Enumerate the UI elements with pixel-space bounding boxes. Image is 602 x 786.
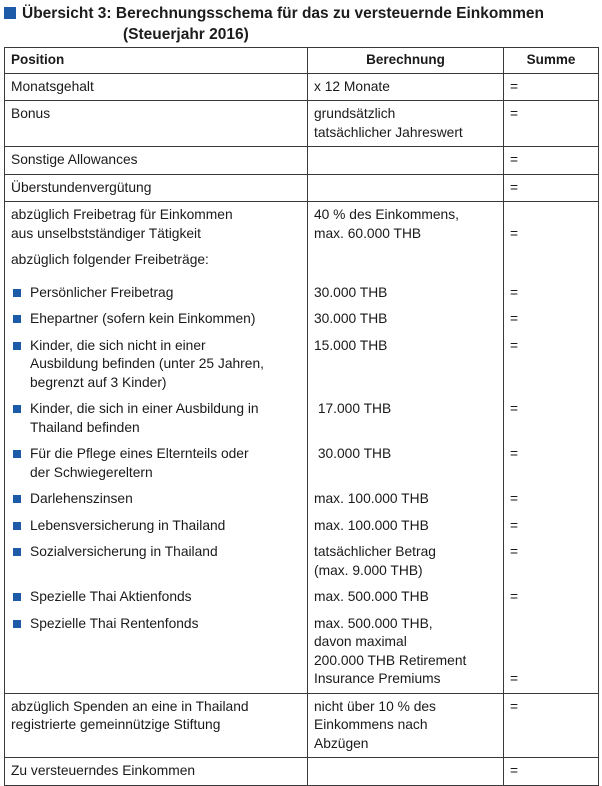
deduction-item [11, 310, 301, 329]
table-row [5, 174, 599, 202]
position-cell-deductions [5, 202, 308, 694]
deduction-item [11, 588, 301, 607]
bullet-icon [13, 548, 21, 556]
deduction-item-line [30, 652, 199, 671]
header-calc: Berechnung [308, 48, 504, 74]
deduction-sum-line: = [510, 544, 519, 559]
deduction-sum [510, 490, 592, 509]
deduction-item [11, 445, 301, 482]
sum-cell-deductions [504, 202, 599, 694]
position-cell [5, 693, 308, 758]
bullet-icon [13, 593, 21, 601]
bullet-icon [13, 289, 21, 297]
deduction-sum [510, 400, 592, 437]
header-position: Position [5, 48, 308, 74]
deduction-sum-line [510, 652, 592, 671]
deduction-calc-line: max. 100.000 THB [314, 517, 429, 533]
calc-line: tatsächlicher Jahreswert [314, 124, 463, 140]
table-row [5, 758, 599, 786]
table-row [5, 73, 599, 101]
deduction-calc-line [314, 464, 497, 483]
deduction-item-line: Kinder, die sich nicht in einer [30, 337, 206, 353]
deduction-calc [314, 310, 497, 329]
table-row [5, 147, 599, 175]
deduction-sum [510, 284, 592, 303]
sum-cell: = [504, 73, 599, 101]
deduction-item-line [30, 670, 199, 689]
deduction-calc [314, 588, 497, 607]
deduction-item-line: Spezielle Thai Aktienfonds [30, 589, 192, 604]
deduction-item-line: Darlehenszinsen [30, 491, 133, 506]
bullet-icon [13, 495, 21, 503]
title-line-2: (Steuerjahr 2016) [123, 26, 249, 43]
deduction-item-line: Ehepartner (sofern kein Einkommen) [30, 311, 256, 326]
deduction-calc-line [314, 355, 497, 374]
deduction-item-line: Ausbildung befinden (unter 25 Jahren, [30, 356, 264, 371]
calc-line: Abzügen [314, 735, 369, 751]
deduction-sum-line: = [510, 491, 519, 506]
deduction-item [11, 615, 301, 689]
position-cell: Überstundenvergütung [5, 174, 308, 202]
deduction-calc-line: tatsächlicher Betrag [314, 544, 436, 559]
deduction-calc [314, 543, 497, 580]
deduction-calc-line: 200.000 THB Retirement [314, 652, 467, 668]
deduction-item [11, 337, 301, 393]
deduction-item [11, 400, 301, 437]
deductions-subheading: abzüglich folgender Freibeträge: [11, 252, 209, 267]
deduction-calc [314, 284, 497, 303]
deduction-item [11, 490, 301, 509]
deduction-item-line: Sozialversicherung in Thailand [30, 544, 218, 559]
deduction-calc-line: max. 500.000 THB, [314, 615, 433, 631]
header-sum: Summe [504, 48, 599, 74]
bullet-icon [13, 342, 21, 350]
deduction-item [11, 543, 301, 580]
position-line: registrierte gemeinnützige Stiftung [11, 717, 221, 732]
deduction-item-line: Persönlicher Freibetrag [30, 284, 174, 300]
deduction-sum-line: = [510, 311, 519, 326]
deduction-calc-line [314, 419, 497, 438]
sum-cell: = [504, 147, 599, 175]
bullet-icon [13, 315, 21, 323]
deduction-sum-line: = [510, 337, 519, 353]
deduction-sum-line [510, 633, 592, 652]
deduction-sum-line: = [510, 284, 519, 300]
deduction-sum-line: = [510, 671, 519, 686]
deduction-calc-line [314, 374, 497, 393]
deduction-calc [314, 400, 497, 437]
deduction-calc [314, 445, 497, 482]
title-text-1: Übersicht 3: Berechnungsschema für das zu versteuernde Einkommen [22, 5, 544, 22]
deduction-calc [314, 615, 497, 689]
position-line: abzüglich Spenden an eine in Thailand [11, 698, 249, 714]
deduction-calc-line: davon maximal [314, 634, 407, 649]
title-line-1 [3, 3, 599, 24]
deduction-item-line: Lebensversicherung in Thailand [30, 517, 226, 533]
position-line: abzüglich Freibetrag für Einkommen [11, 207, 233, 222]
deduction-calc [314, 490, 497, 509]
sum-value: = [510, 225, 519, 241]
position-cell: Monatsgehalt [5, 73, 308, 101]
deduction-calc-line: 15.000 THB [314, 337, 388, 353]
calculation-table [4, 47, 599, 786]
calc-line: Einkommens nach [314, 717, 428, 732]
calc-cell [308, 758, 504, 786]
deduction-item-line: Kinder, die sich in einer Ausbildung in [30, 401, 259, 416]
deduction-item-line: Für die Pflege eines Elternteils oder [30, 446, 249, 461]
deduction-sum-line: = [510, 446, 519, 461]
position-cell: Zu versteuerndes Einkommen [5, 758, 308, 786]
deduction-calc-line: 30.000 THB [314, 446, 392, 461]
table-header-row [5, 48, 599, 74]
sum-cell: = [504, 758, 599, 786]
deduction-calc-line: max. 500.000 THB [314, 589, 429, 604]
deduction-sum-line [510, 562, 592, 581]
deduction-item [11, 517, 301, 536]
deduction-sum [510, 337, 592, 393]
position-cell: Sonstige Allowances [5, 147, 308, 175]
calc-line: nicht über 10 % des [314, 698, 436, 714]
deduction-sum-line: = [510, 589, 519, 604]
deduction-sum-line: = [510, 517, 519, 533]
table-row [5, 101, 599, 147]
sum-cell: = [504, 101, 599, 147]
deduction-sum [510, 310, 592, 329]
calc-cell [308, 693, 504, 758]
deduction-calc [314, 337, 497, 393]
bullet-icon [13, 405, 21, 413]
calc-cell [308, 174, 504, 202]
deduction-calc-line: (max. 9.000 THB) [314, 562, 423, 578]
calc-cell-deductions [308, 202, 504, 694]
deduction-sum-line: = [510, 401, 519, 416]
deduction-sum [510, 588, 592, 607]
deduction-sum [510, 543, 592, 580]
deduction-calc-line: 30.000 THB [314, 311, 388, 326]
calc-line: max. 60.000 THB [314, 225, 422, 241]
deduction-sum-line [510, 419, 592, 438]
deduction-item-line: Spezielle Thai Rentenfonds [30, 615, 199, 631]
bullet-icon [13, 522, 21, 530]
position-line: aus unselbstständiger Tätigkeit [11, 225, 201, 241]
deduction-sum-line [510, 374, 592, 393]
deduction-calc-line: max. 100.000 THB [314, 491, 429, 506]
deduction-sum [510, 517, 592, 536]
deduction-item-line [30, 562, 218, 581]
deduction-sum [510, 615, 592, 689]
table-row [5, 693, 599, 758]
deduction-item [11, 284, 301, 303]
bullet-icon [13, 620, 21, 628]
deduction-item-line: begrenzt auf 3 Kinder) [30, 374, 167, 390]
deduction-sum-line [510, 355, 592, 374]
calc-cell [308, 101, 504, 147]
title-square-icon [4, 7, 16, 19]
deduction-item-line: Thailand befinden [30, 419, 140, 435]
bullet-icon [13, 450, 21, 458]
calc-line: grundsätzlich [314, 106, 396, 121]
sum-cell: = [504, 174, 599, 202]
position-cell: Bonus [5, 101, 308, 147]
deduction-item-line: der Schwiegereltern [30, 464, 153, 480]
deduction-calc-line: 30.000 THB [314, 284, 388, 300]
calc-cell [308, 147, 504, 175]
calc-cell: x 12 Monate [308, 73, 504, 101]
deduction-item-line [30, 633, 199, 652]
table-row [5, 202, 599, 694]
table-title [3, 3, 599, 45]
deduction-calc-line: 17.000 THB [314, 401, 392, 416]
calc-line: 40 % des Einkommens, [314, 207, 459, 222]
deduction-calc-line: Insurance Premiums [314, 671, 441, 686]
deduction-sum-line [510, 615, 592, 634]
deduction-calc [314, 517, 497, 536]
deduction-sum-line [510, 464, 592, 483]
deduction-sum [510, 445, 592, 482]
sum-cell: = [504, 693, 599, 758]
